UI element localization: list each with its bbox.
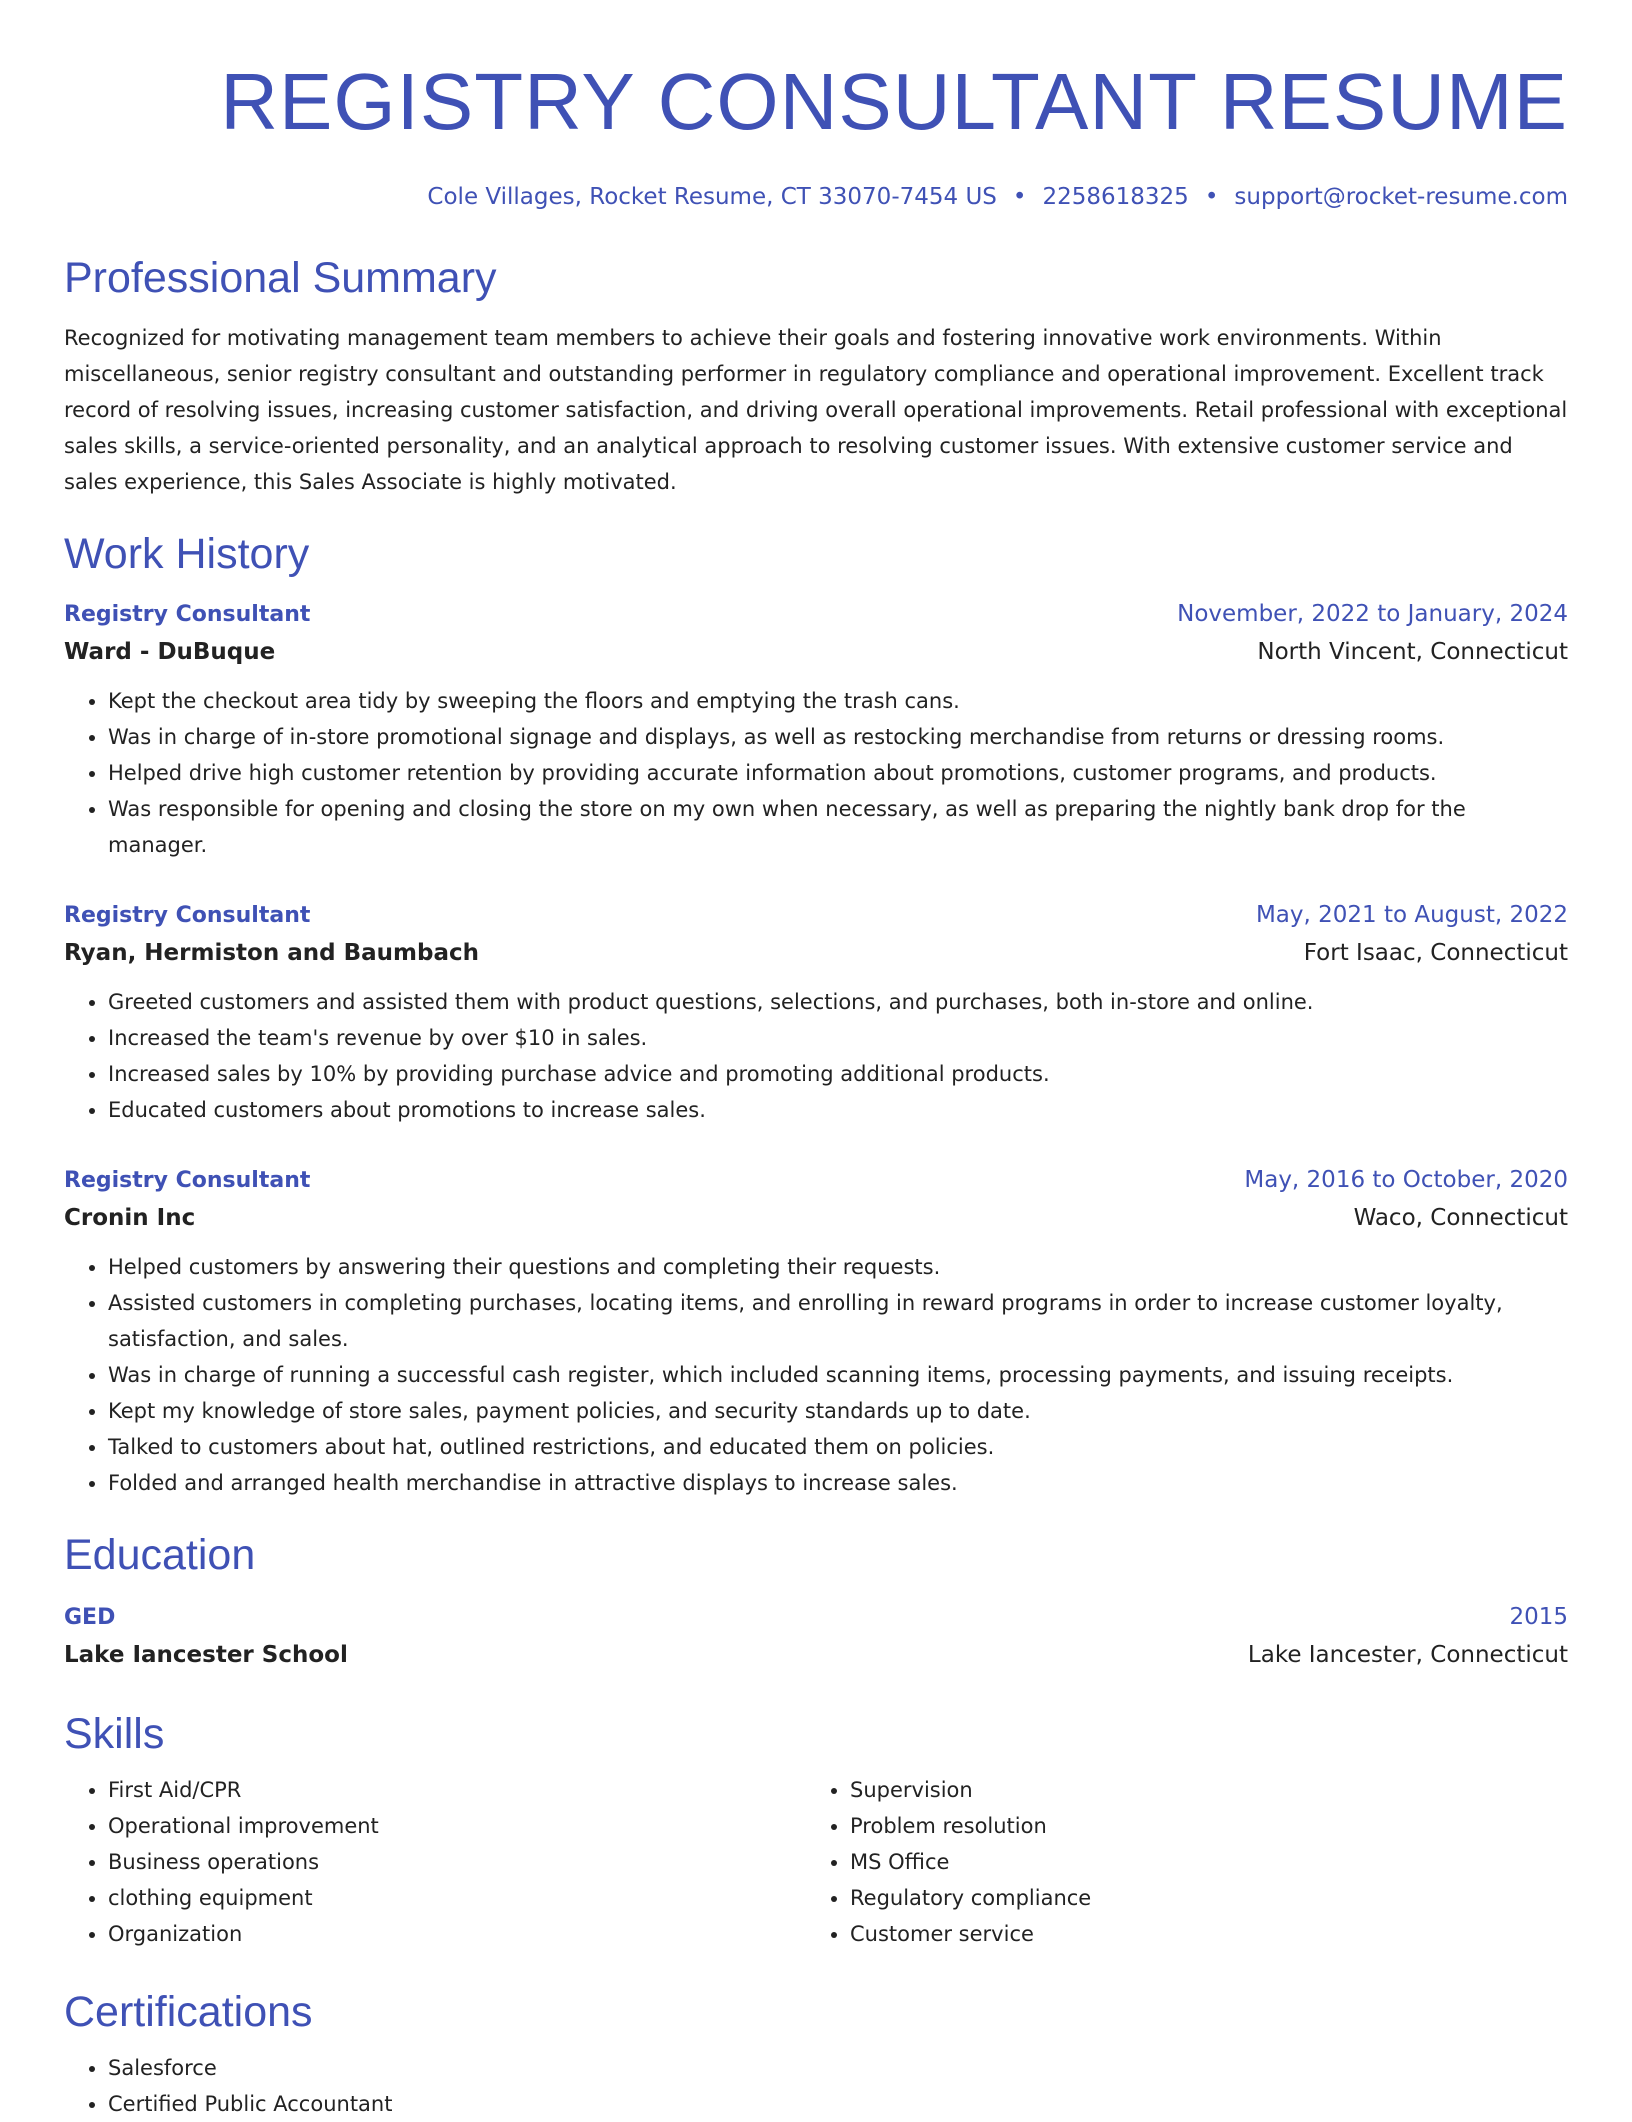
certification-item: • Certified Public Accountant bbox=[108, 2086, 1568, 2122]
education-school: Lake Iancester School bbox=[64, 1642, 348, 1668]
job-dates: November, 2022 to January, 2024 bbox=[1177, 601, 1568, 627]
job-bullet: • Helped customers by answering their questions and completing their requests. bbox=[108, 1249, 1568, 1285]
job-bullet: • Was in charge of in-store promotional signage and displays, as well as restocking merchandise from returns or dressing rooms. bbox=[108, 719, 1568, 755]
skill-item: • Regulatory compliance bbox=[850, 1880, 1548, 1916]
skill-item: • MS Office bbox=[850, 1844, 1548, 1880]
contact-separator: • bbox=[1012, 184, 1027, 210]
job-location: Waco, Connecticut bbox=[1353, 1205, 1568, 1231]
job-location: North Vincent, Connecticut bbox=[1257, 639, 1568, 665]
certifications-list bbox=[64, 2050, 1568, 2122]
job-bullet: • Talked to customers about hat, outlined restrictions, and educated them on policies. bbox=[108, 1429, 1568, 1465]
job-bullet: • Kept my knowledge of store sales, payment policies, and security standards up to date. bbox=[108, 1393, 1568, 1429]
certifications-heading: Certifications bbox=[64, 1988, 313, 2036]
job-bullet: • Educated customers about promotions to increase sales. bbox=[108, 1092, 1568, 1128]
job-role: Registry Consultant bbox=[64, 1168, 311, 1193]
job-entry bbox=[64, 1162, 1568, 1501]
job-company: Ryan, Hermiston and Baumbach bbox=[64, 940, 479, 966]
skill-item: • Business operations bbox=[108, 1844, 806, 1880]
job-bullet: • Kept the checkout area tidy by sweeping the floors and emptying the trash cans. bbox=[108, 683, 1568, 719]
contact-address: Cole Villages, Rocket Resume, CT 33070-7454 US bbox=[427, 184, 997, 210]
job-bullet: • Folded and arranged health merchandise in attractive displays to increase sales. bbox=[108, 1465, 1568, 1501]
job-bullet: • Increased the team's revenue by over $10 in sales. bbox=[108, 1020, 1568, 1056]
education-entry bbox=[64, 1599, 1568, 1674]
job-company: Ward - DuBuque bbox=[64, 639, 276, 665]
job-entry bbox=[64, 596, 1568, 863]
job-bullet: • Was in charge of running a successful cash register, which included scanning items, processing payments, and issuing receipts. bbox=[108, 1357, 1568, 1393]
job-bullet: • Was responsible for opening and closing the store on my own when necessary, as well as preparing the nightly bank drop for the manager. bbox=[108, 791, 1568, 863]
education-year: 2015 bbox=[1509, 1604, 1568, 1630]
job-bullets bbox=[64, 1249, 1568, 1501]
summary-heading: Professional Summary bbox=[64, 254, 497, 302]
job-entry bbox=[64, 897, 1568, 1128]
job-bullet: • Greeted customers and assisted them with product questions, selections, and purchases, both in-store and online. bbox=[108, 984, 1568, 1020]
skills-list bbox=[64, 1772, 1568, 1952]
skill-item: • Supervision bbox=[850, 1772, 1548, 1808]
skill-item: • Problem resolution bbox=[850, 1808, 1548, 1844]
education-heading: Education bbox=[64, 1531, 256, 1579]
work-history-heading: Work History bbox=[64, 530, 310, 578]
skill-item: • Operational improvement bbox=[108, 1808, 806, 1844]
resume-title: REGISTRY CONSULTANT RESUME bbox=[220, 57, 1568, 146]
job-role: Registry Consultant bbox=[64, 602, 311, 627]
skills-column-left bbox=[64, 1772, 806, 1952]
job-bullets bbox=[64, 984, 1568, 1128]
education-location: Lake Iancester, Connecticut bbox=[1247, 1642, 1568, 1668]
education-degree: GED bbox=[64, 1605, 116, 1630]
summary-text: Recognized for motivating management team members to achieve their goals and fostering innovative work environments. Within miscellaneous, senior registry consultant and outstanding performer in regulatory compliance and operational improvement. Excellent track record of resolving issues, increasing customer satisfaction, and driving overall operational improvements. Retail professional with exceptional sales skills, a service-oriented personality, and an analytical approach to resolving customer issues. With extensive customer service and sales experience, this Sales Associate is highly motivated. bbox=[64, 326, 1568, 494]
job-company: Cronin Inc bbox=[64, 1205, 196, 1231]
job-dates: May, 2021 to August, 2022 bbox=[1255, 902, 1568, 928]
job-location: Fort Isaac, Connecticut bbox=[1303, 940, 1568, 966]
skills-heading: Skills bbox=[64, 1710, 165, 1758]
skill-item: • clothing equipment bbox=[108, 1880, 806, 1916]
contact-email[interactable]: support@rocket-resume.com bbox=[1234, 184, 1568, 210]
skill-item: • Customer service bbox=[850, 1916, 1548, 1952]
certification-item: • Salesforce bbox=[108, 2050, 1568, 2086]
job-dates: May, 2016 to October, 2020 bbox=[1244, 1167, 1568, 1193]
contact-line bbox=[64, 182, 1568, 212]
job-bullets bbox=[64, 683, 1568, 863]
job-bullet: • Helped drive high customer retention by providing accurate information about promotions, customer programs, and products. bbox=[108, 755, 1568, 791]
skills-column-right bbox=[806, 1772, 1548, 1952]
skill-item: • First Aid/CPR bbox=[108, 1772, 806, 1808]
skill-item: • Organization bbox=[108, 1916, 806, 1952]
job-role: Registry Consultant bbox=[64, 903, 311, 928]
contact-phone: 2258618325 bbox=[1042, 184, 1189, 210]
contact-separator: • bbox=[1204, 184, 1219, 210]
job-bullet: • Assisted customers in completing purchases, locating items, and enrolling in reward programs in order to increase customer loyalty, satisfaction, and sales. bbox=[108, 1285, 1568, 1357]
job-bullet: • Increased sales by 10% by providing purchase advice and promoting additional products. bbox=[108, 1056, 1568, 1092]
